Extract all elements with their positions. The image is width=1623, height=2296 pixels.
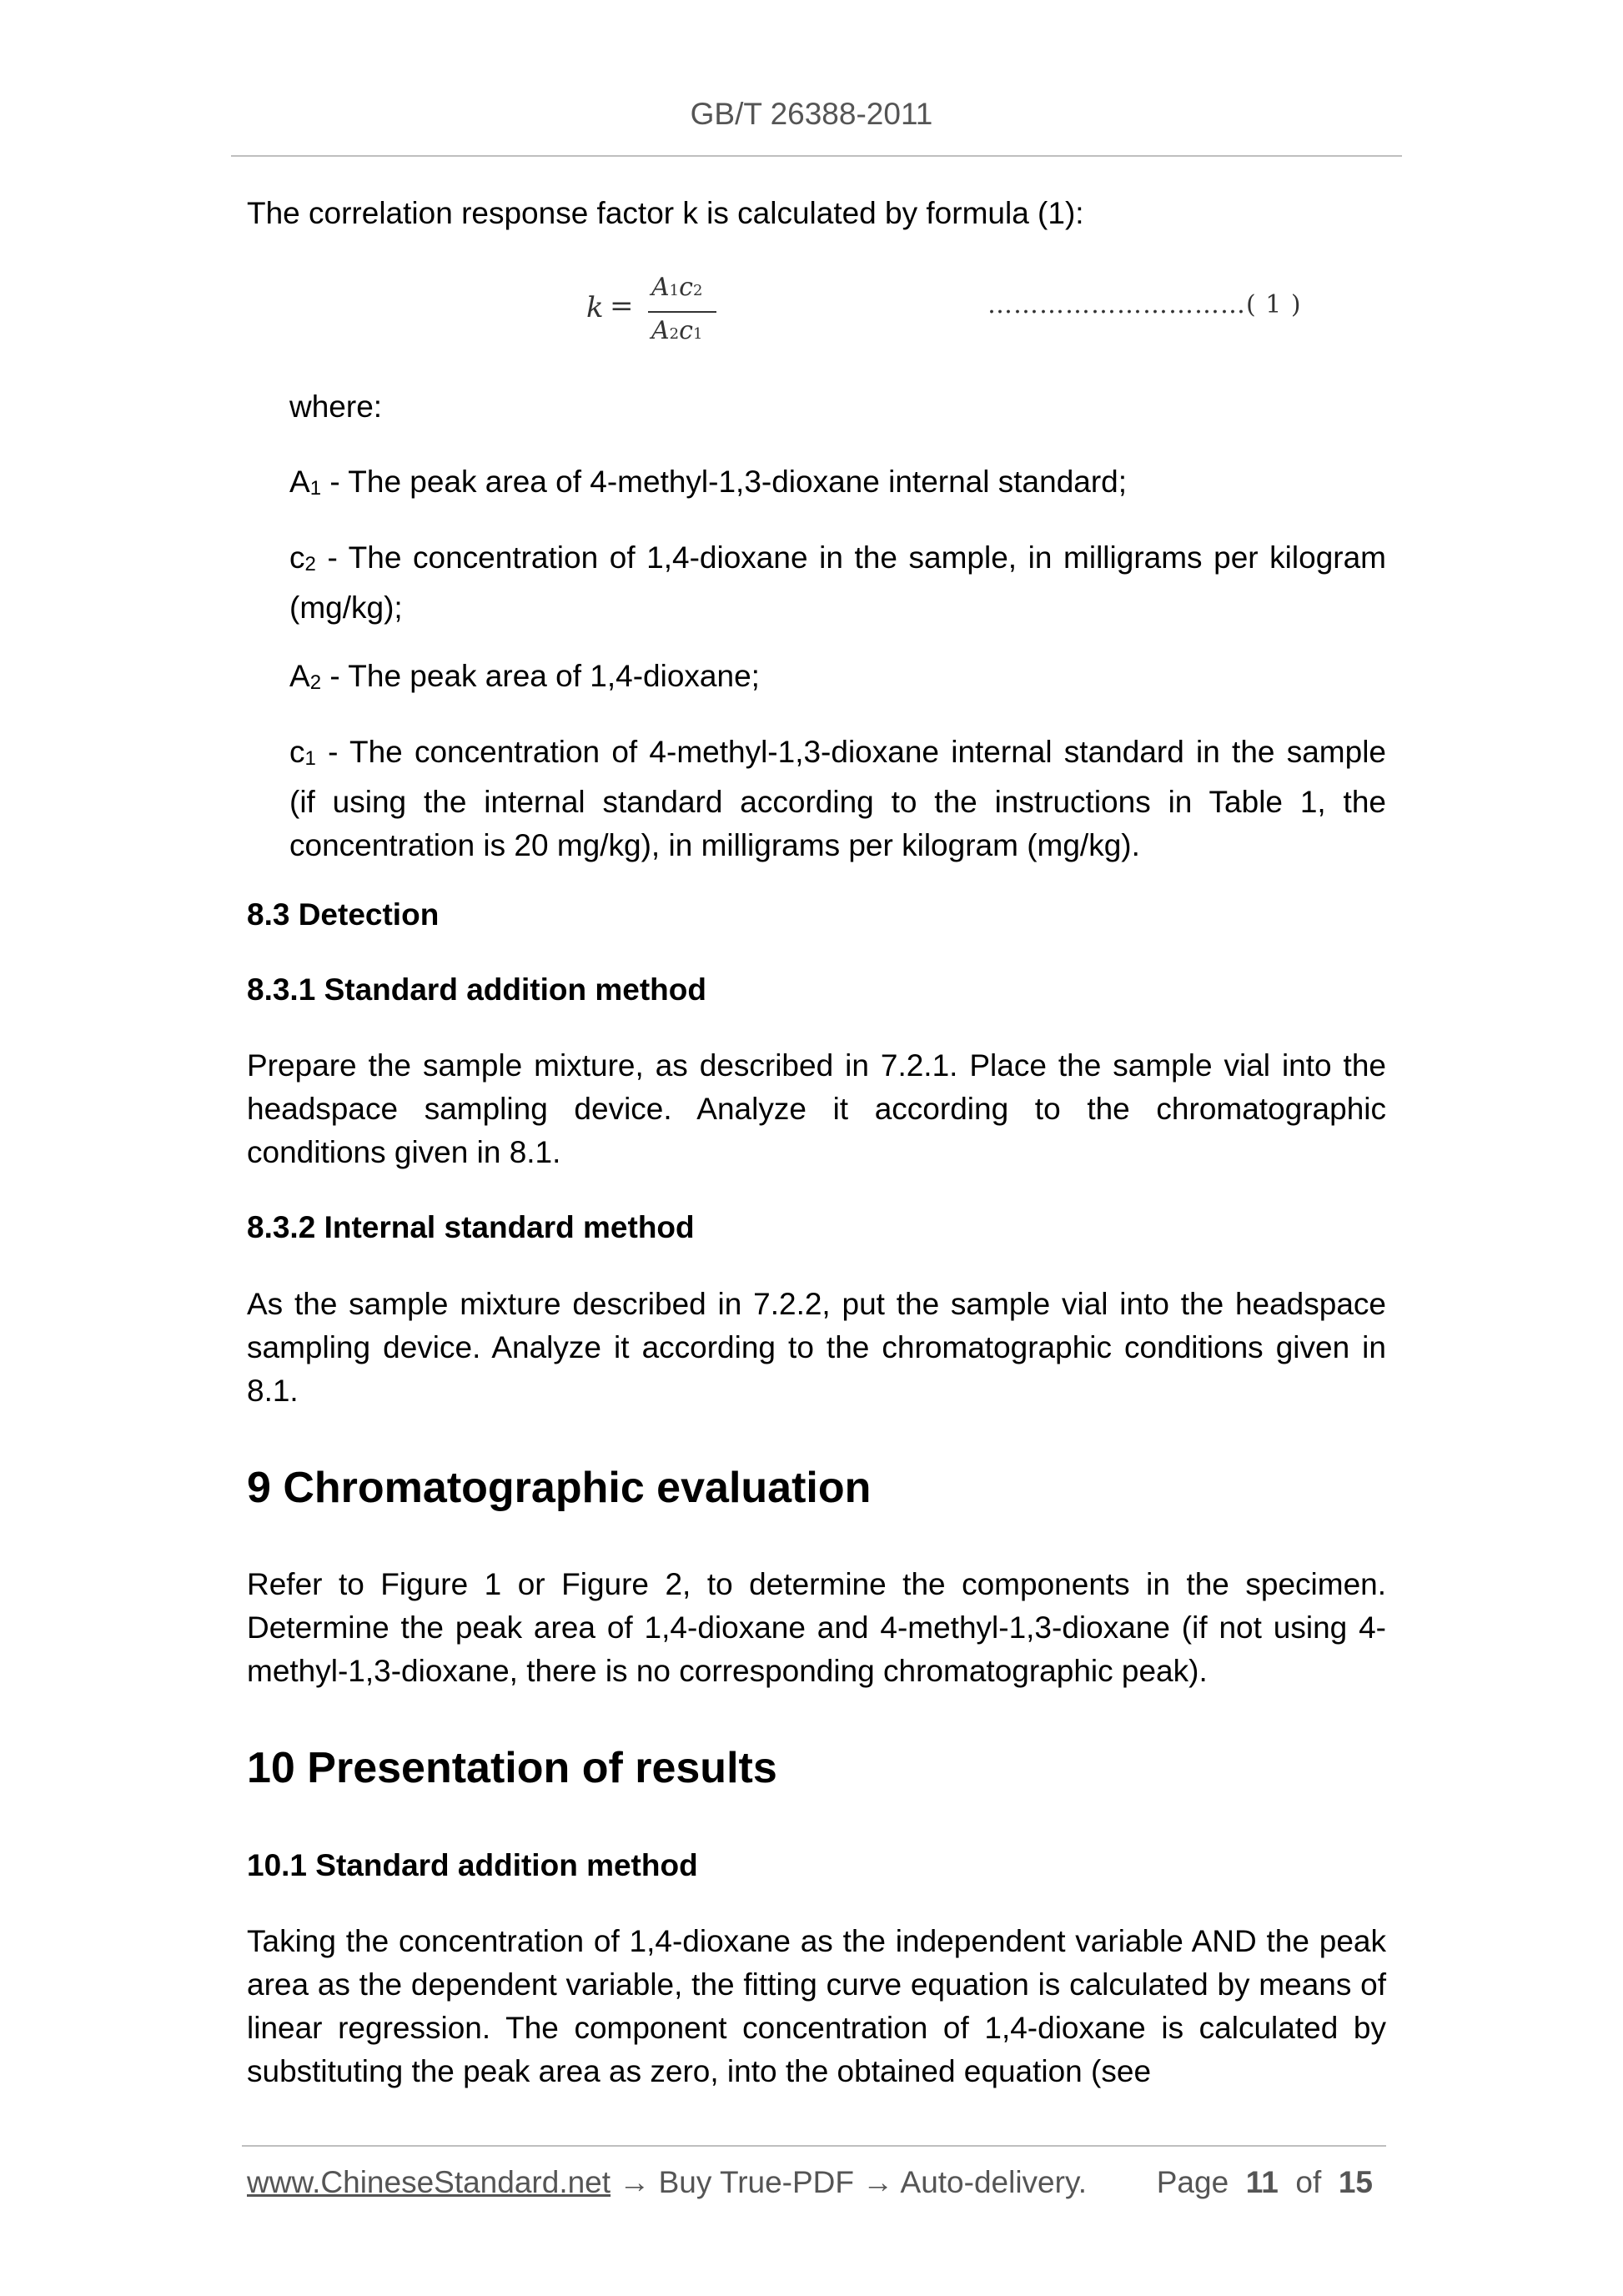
definition-c2: c2 - The concentration of 1,4-dioxane in the sample, in milligrams per kilogram (mg/kg); <box>289 540 1386 625</box>
formula-number: …………………………( 1 ) <box>987 290 1302 319</box>
footer-tagline: → Buy True-PDF → Auto-delivery. <box>611 2165 1087 2199</box>
page-indicator: Page 11 of 15 <box>1156 2165 1373 2199</box>
definition-c1: c1 - The concentration of 4-methyl-1,3-dioxane internal standard in the sample (if using the internal standard according to the instructions in Table 1, the concentration is 20 mg/kg), in milligrams per kilogram (mg/kg). <box>289 735 1386 862</box>
section-8-3-1-text: Prepare the sample mixture, as described in 7.2.1. Place the sample vial into the headspace sampling device. Analyze it according to the chromatographic conditions given in 8.1. <box>247 1048 1386 1169</box>
section-9-text: Refer to Figure 1 or Figure 2, to determine the components in the specimen. Determine the peak area of 1,4-dioxane and 4-methyl-1,3-dioxane (if not using 4-methyl-1,3-dioxane, there is no corresponding chromatographic peak). <box>247 1567 1386 1688</box>
footer-divider <box>242 2145 1386 2147</box>
definition-A1: A1 - The peak area of 4-methyl-1,3-dioxane internal standard; <box>289 465 1128 500</box>
where-label: where: <box>289 389 383 424</box>
section-10-heading: 10 Presentation of results <box>247 1744 777 1792</box>
page-footer <box>247 2165 1386 2200</box>
section-10-1-heading: 10.1 Standard addition method <box>247 1848 698 1882</box>
definition-A2: A2 - The peak area of 1,4-dioxane; <box>289 659 760 694</box>
current-page: 11 <box>1245 2165 1279 2199</box>
section-8-3-heading: 8.3 Detection <box>247 897 440 932</box>
total-pages: 15 <box>1338 2165 1373 2199</box>
header-divider <box>231 155 1402 157</box>
website-link[interactable]: www.ChineseStandard.net <box>247 2165 611 2199</box>
section-8-3-2-heading: 8.3.2 Internal standard method <box>247 1210 695 1244</box>
section-10-1-text: Taking the concentration of 1,4-dioxane as the independent variable AND the peak area as the dependent variable, the fitting curve equation is calculated by means of linear regression. The component concentration of 1,4-dioxane is calculated by substituting the peak area as zero, into the obtained equation (see <box>247 1924 1386 2088</box>
page-header: GB/T 26388-2011 <box>690 97 933 131</box>
section-9-heading: 9 Chromatographic evaluation <box>247 1464 872 1512</box>
formula-intro: The correlation response factor k is calculated by formula (1): <box>247 196 1084 230</box>
section-8-3-2-text: As the sample mixture described in 7.2.2, put the sample vial into the headspace sampling device. Analyze it according to the chromatographic conditions given in 8.1. <box>247 1287 1386 1408</box>
section-8-3-1-heading: 8.3.1 Standard addition method <box>247 972 706 1007</box>
